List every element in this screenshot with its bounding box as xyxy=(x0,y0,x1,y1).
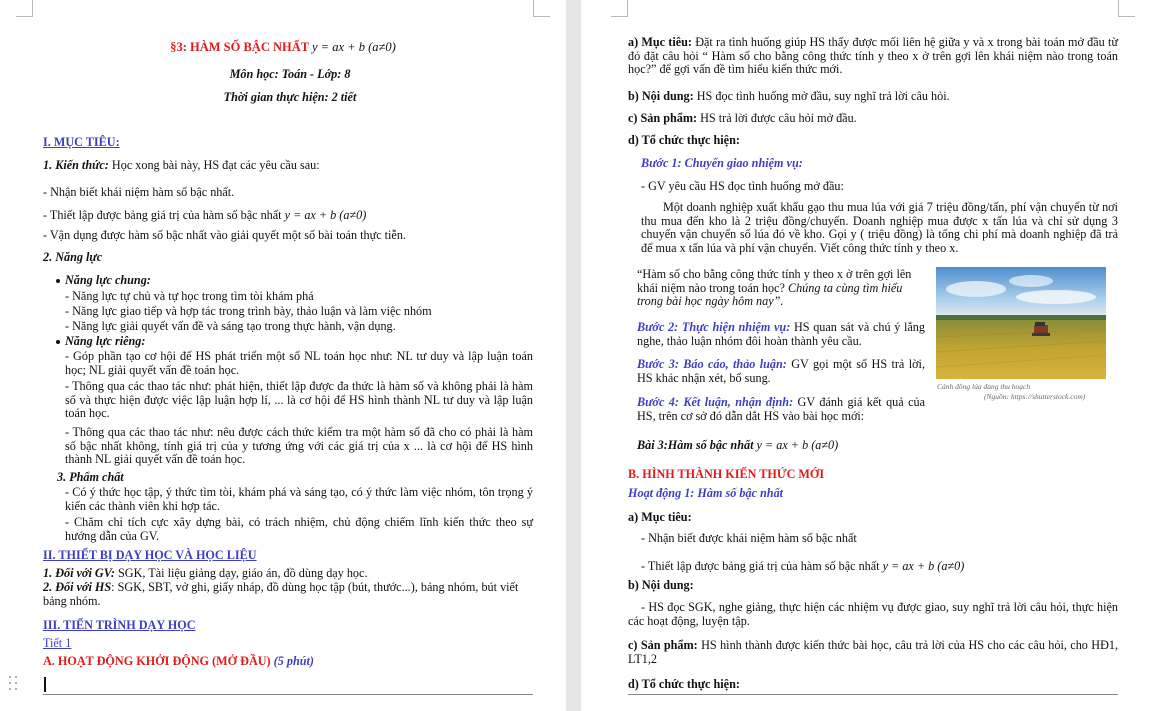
activity-a-heading: A. HOẠT ĐỘNG KHỞI ĐỘNG (MỞ ĐẦU) (5 phút) xyxy=(43,654,314,668)
knowledge-item: - Nhận biết khái niệm hàm số bậc nhất. xyxy=(43,185,235,199)
bullet-icon xyxy=(56,340,60,344)
b-aim-item: - Thiết lập được bảng giá trị của hàm số bậc nhất y = ax + b (a≠0) xyxy=(641,559,965,573)
section-b-heading: B. HÌNH THÀNH KIẾN THỨC MỚI xyxy=(628,467,825,481)
crop-mark xyxy=(1118,0,1135,17)
general-competence-label: Năng lực chung: xyxy=(65,273,151,287)
competence-item: - Thông qua các thao tác như: phát hiện, thiết lập được đa thức là hàm số và không phải là hàm số và thực hiện được việc lập luận hợp lí, ... là cơ hội để HS hình thành NL tư duy và lập luận toán học. xyxy=(65,379,533,421)
b-product-line: c) Sản phẩm: HS hình thành được kiến thức bài học, câu trả lời của HS cho các câu hỏi, cho HĐ1, LT1,2 xyxy=(628,638,1119,666)
student-equipment: 2. Đối với HS: SGK, SBT, vở ghi, giấy nháp, đồ dùng học tập (bút, thước...), bảng nhóm, bút viết bảng nhóm. xyxy=(43,580,519,608)
quality-item: - Có ý thức học tập, ý thức tìm tòi, khám phá và sáng tạo, có ý thức làm việc nhóm, tôn trọng ý kiến các thành viên khi hợp tác. xyxy=(65,485,533,513)
opening-problem: Một doanh nghiệp xuất khẩu gạo thu mua lúa với giá 7 triệu đồng/tấn, phí vận chuyển từ nơi thu mua đến kho là 2 triệu đồng/chuyến. Doanh nghiệp mua được x tấn lúa và chỉ sử dụng 3 chuyến vận chuyển số lúa đó về kho. Gọi y ( triệu đồng) là tổng chi phí mà doanh nghiệp đã trả để mua x tấn lúa và phí vận chuyển. Viết công thức tính y theo x. xyxy=(641,200,1118,255)
document-page-right xyxy=(581,0,1150,711)
section-heading-process: III. TIẾN TRÌNH DẠY HỌC xyxy=(43,618,196,632)
competence-item: - Năng lực giao tiếp và hợp tác trong trình bày, thảo luận và làm việc nhóm xyxy=(65,304,432,318)
subject-line: Môn học: Toán - Lớp: 8 xyxy=(229,67,351,81)
b-aim-item: - Nhận biết được khái niệm hàm số bậc nhất xyxy=(641,531,857,545)
competence-item: - Góp phần tạo cơ hội để HS phát triển một số NL toán học như: NL tư duy và lập luận toán học; NL giải quyết vấn đề toán học. xyxy=(65,349,533,377)
quality-heading: 3. Phẩm chất xyxy=(57,470,124,484)
step-4: Bước 4: Kết luận, nhận định: GV đánh giá kết quả của HS, trên cơ sở đó dẫn dắt HS vào bài học mới: xyxy=(637,395,925,423)
page-bottom-rule xyxy=(43,694,533,695)
crop-mark xyxy=(533,0,550,17)
competence-item: - Thông qua các thao tác như: nêu được cách thức kiểm tra một hàm số đã cho có phải là hàm số bậc nhất không, tính giá trị của y tương ứng với các giá trị của x ... là cơ hội để HS hình thành NL giải quyết vấn đề toán học. xyxy=(65,425,533,467)
step-2: Bước 2: Thực hiện nhiệm vụ: HS quan sát và chú ý lắng nghe, thảo luận nhóm đôi hoàn thành yêu cầu. xyxy=(637,320,925,348)
bullet-icon xyxy=(56,279,60,283)
step-1: Bước 1: Chuyển giao nhiệm vụ: xyxy=(641,156,803,170)
page-bottom-rule xyxy=(628,694,1118,695)
content-line: b) Nội dung: HS đọc tình huống mở đầu, suy nghĩ trả lời câu hỏi. xyxy=(628,89,950,103)
competence-item: - Năng lực giải quyết vấn đề và sáng tạo trong thực hành, vận dụng. xyxy=(65,319,396,333)
teacher-equipment: 1. Đối với GV: SGK, Tài liệu giảng dạy, giáo án, đồ dùng dạy học. xyxy=(43,566,368,580)
b-organization-heading: d) Tổ chức thực hiện: xyxy=(628,677,740,691)
duration-line: Thời gian thực hiện: 2 tiết xyxy=(223,90,357,104)
quality-item: - Chăm chỉ tích cực xây dựng bài, có trách nhiệm, chủ động chiếm lĩnh kiến thức theo sự hướng dẫn của GV. xyxy=(65,515,533,543)
opening-question: “Hàm số cho bằng công thức tính y theo x ở trên gợi lên khái niệm nào trong toán học? Chúng ta cùng tìm hiểu trong bài học ngày hôm nay”. xyxy=(637,267,912,309)
crop-mark xyxy=(16,0,33,17)
page-gutter xyxy=(566,0,581,711)
crop-mark xyxy=(611,0,628,17)
organization-heading: d) Tổ chức thực hiện: xyxy=(628,133,740,147)
b-content-text: - HS đọc SGK, nghe giảng, thực hiện các nhiệm vụ được giao, suy nghĩ trả lời câu hỏi, thực hiện các hoạt động, luyện tập. xyxy=(628,600,1118,628)
step-3: Bước 3: Báo cáo, thảo luận: GV gọi một số HS trả lời, HS khác nhận xét, bổ sung. xyxy=(637,357,925,385)
lesson-number: Tiết 1 xyxy=(43,636,72,650)
rice-field-photo xyxy=(936,267,1106,379)
b-aim-label: a) Mục tiêu: xyxy=(628,510,692,524)
section-heading-equipment: II. THIẾT BỊ DẠY HỌC VÀ HỌC LIỆU xyxy=(43,548,257,562)
lesson-title: §3: HÀM SỐ BẬC NHẤT y = ax + b (a≠0) xyxy=(170,40,396,54)
b-content-label: b) Nội dung: xyxy=(628,578,694,592)
aim-paragraph: a) Mục tiêu: Đặt ra tình huống giúp HS thấy được mối liên hệ giữa y và x trong bài toán mở đầu từ đó đặt câu hỏi “ Hàm số cho bằng công thức tính y theo x ở trên gợi lên khái niệm nào trong toán học?” để gợi vấn đề tìm hiểu kiến thức mới. xyxy=(628,35,1118,77)
competence-heading: 2. Năng lực xyxy=(43,250,103,264)
knowledge-item: - Thiết lập được bảng giá trị của hàm số bậc nhất y = ax + b (a≠0) xyxy=(43,208,367,222)
document-page-left xyxy=(0,0,566,711)
product-line: c) Sản phẩm: HS trả lời được câu hỏi mở đầu. xyxy=(628,111,857,125)
knowledge-item: - Vận dụng được hàm số bậc nhất vào giải quyết một số bài toán thực tiễn. xyxy=(43,228,406,242)
activity-1-heading: Hoạt động 1: Hàm số bậc nhất xyxy=(628,486,784,500)
photo-caption: Cánh đồng lúa đang thu hoạch xyxy=(937,382,1031,391)
photo-source: (Nguồn: https://shutterstock.com) xyxy=(984,392,1086,401)
section-heading-objectives: I. MỤC TIÊU: xyxy=(43,135,120,149)
gv-request: - GV yêu cầu HS đọc tình huống mở đầu: xyxy=(641,179,844,193)
specific-competence-label: Năng lực riêng: xyxy=(65,334,146,348)
competence-item: - Năng lực tự chủ và tự học trong tìm tòi khám phá xyxy=(65,289,314,303)
knowledge-line: 1. Kiến thức: Học xong bài này, HS đạt các yêu cầu sau: xyxy=(43,158,320,172)
lesson-title-line: Bài 3:Hàm số bậc nhất y = ax + b (a≠0) xyxy=(637,438,839,452)
drag-handle-icon[interactable] xyxy=(9,676,19,692)
text-cursor xyxy=(44,677,46,692)
